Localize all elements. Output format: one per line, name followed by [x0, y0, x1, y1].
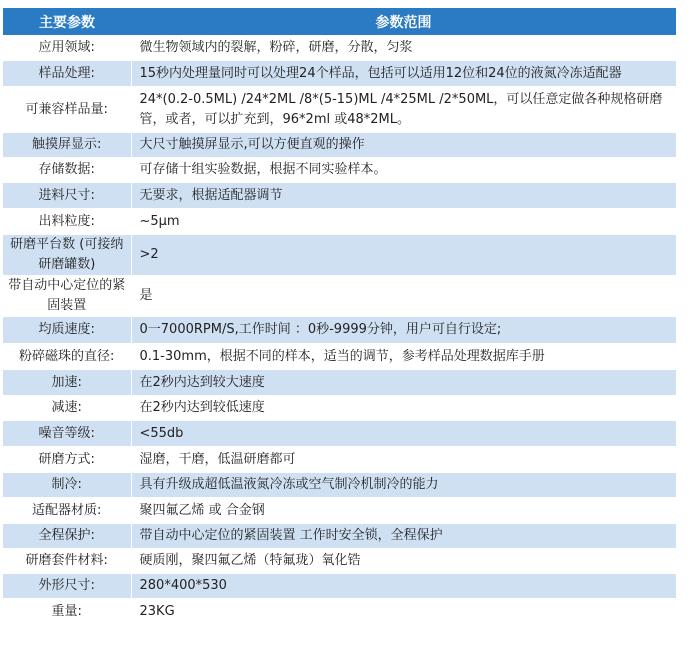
row-label: 存储数据: [3, 158, 131, 183]
row-value: 聚四氟乙烯 或 合金钢 [131, 498, 676, 524]
table-row [3, 317, 676, 344]
table-row [3, 235, 676, 276]
spec-body [3, 36, 676, 625]
row-label: 加速: [3, 370, 131, 396]
table-header-row [3, 8, 676, 36]
row-value: 带自动中心定位的紧固装置 工作时安全锁，全程保护 [131, 524, 676, 549]
row-label: 研磨方式: [3, 447, 131, 473]
table-row [3, 498, 676, 524]
table-row [3, 133, 676, 158]
table-row [3, 276, 676, 317]
header-range: 参数范围 [131, 8, 676, 36]
row-value: 24*(0.2-0.5ML) /24*2ML /8*(5-15)ML /4*25ML /2*50ML，可以任意定做各种规格研磨管，或者，可以扩充到，96*2ml 或48*2ML。 [131, 87, 676, 133]
table-row [3, 158, 676, 183]
table-row [3, 447, 676, 473]
row-value: 0一7000RPM/S,工作时间 ：0秒-9999分钟，用户可自行设定; [131, 317, 676, 344]
row-label: 应用领域: [3, 36, 131, 61]
row-value: 280*400*530 [131, 574, 676, 599]
header-param: 主要参数 [3, 8, 131, 36]
row-label: 可兼容样品量: [3, 87, 131, 133]
table-row [3, 549, 676, 574]
table-row [3, 473, 676, 498]
row-label: 研磨套件材料: [3, 549, 131, 574]
spec-table [3, 8, 676, 625]
row-label: 适配器材质: [3, 498, 131, 524]
table-row [3, 36, 676, 61]
table-row [3, 61, 676, 87]
row-value: 0.1-30mm，根据不同的样本，适当的调节，参考样品处理数据库手册 [131, 344, 676, 370]
row-label: 带自动中心定位的紧固装置 [3, 276, 131, 317]
row-label: 全程保护: [3, 524, 131, 549]
row-value: 在2秒内达到较低速度 [131, 396, 676, 421]
table-row [3, 524, 676, 549]
row-label: 均质速度: [3, 317, 131, 344]
row-value: <55db [131, 421, 676, 447]
row-label: 噪音等级: [3, 421, 131, 447]
row-label: 研磨平台数 (可接纳研磨罐数) [3, 235, 131, 276]
row-value: 硬质刚，聚四氟乙烯（特氟珑）氧化锆 [131, 549, 676, 574]
row-value: 23KG [131, 599, 676, 625]
table-row [3, 421, 676, 447]
row-label: 减速: [3, 396, 131, 421]
table-row [3, 209, 676, 235]
row-label: 出料粒度: [3, 209, 131, 235]
row-value: 微生物领域内的裂解，粉碎，研磨，分散，匀浆 [131, 36, 676, 61]
row-label: 进料尺寸: [3, 183, 131, 209]
table-row [3, 87, 676, 133]
row-label: 制冷: [3, 473, 131, 498]
table-row [3, 370, 676, 396]
row-value: 湿磨，干磨，低温研磨都可 [131, 447, 676, 473]
row-value: 大尺寸触摸屏显示,可以方便直观的操作 [131, 133, 676, 158]
row-label: 样品处理: [3, 61, 131, 87]
row-value: 是 [131, 276, 676, 317]
table-row [3, 574, 676, 599]
row-label: 粉碎磁珠的直径: [3, 344, 131, 370]
table-row [3, 183, 676, 209]
row-value: 可存储十组实验数据，根据不同实验样本。 [131, 158, 676, 183]
table-row [3, 396, 676, 421]
table-row [3, 599, 676, 625]
row-value: 15秒内处理量同时可以处理24个样品，包括可以适用12位和24位的液氮冷冻适配器 [131, 61, 676, 87]
row-value: 无要求，根据适配器调节 [131, 183, 676, 209]
row-value: >2 [131, 235, 676, 276]
row-value: 具有升级成超低温液氮冷冻或空气制冷机制冷的能力 [131, 473, 676, 498]
table-row [3, 344, 676, 370]
row-value: ~5μm [131, 209, 676, 235]
row-label: 触摸屏显示: [3, 133, 131, 158]
row-label: 重量: [3, 599, 131, 625]
row-label: 外形尺寸: [3, 574, 131, 599]
row-value: 在2秒内达到较大速度 [131, 370, 676, 396]
